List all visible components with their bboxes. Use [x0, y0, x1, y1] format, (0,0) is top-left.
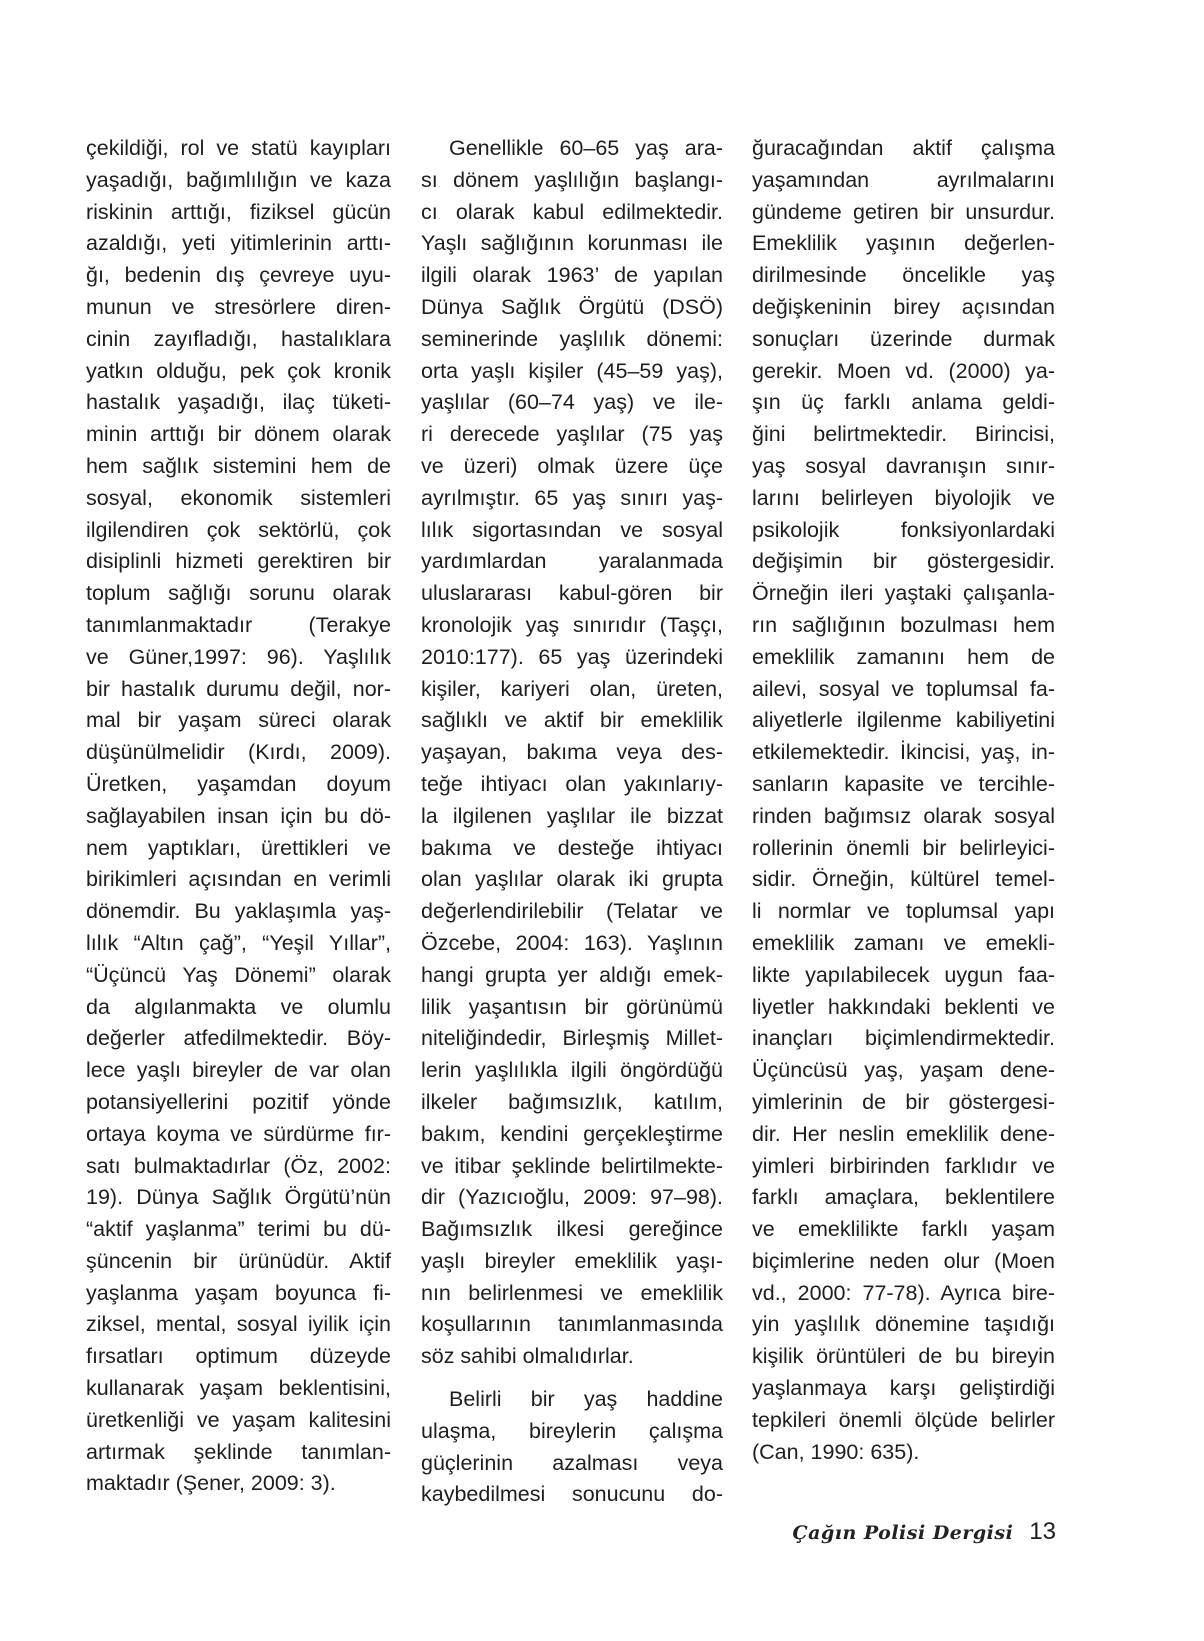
- text-line: kişilik örüntüleri de bu bireyin: [752, 1344, 1055, 1369]
- text-line: “aktif yaşlanma” terimi bu dü-: [86, 1217, 391, 1242]
- text-line: minin arttığı bir dönem olarak: [86, 422, 391, 447]
- text-line: nın belirlenmesi ve emeklilik: [421, 1280, 723, 1305]
- text-line: kronolojik yaş sınırıdır (Taşçı,: [421, 612, 723, 637]
- text-line: ri derecede yaşlılar (75 yaş: [421, 422, 723, 447]
- text-line: yaşlanmaya karşı geliştirdiği: [752, 1376, 1055, 1401]
- text-line: disiplinli hizmeti gerektiren bir: [86, 549, 391, 574]
- text-line: munun ve stresörlere diren-: [86, 294, 391, 319]
- text-line: ve Güner,1997: 96). Yaşlılık: [86, 644, 391, 669]
- text-line: sosyal, ekonomik sistemleri: [86, 485, 391, 510]
- paragraph: [421, 133, 723, 1373]
- text-line: değişkeninin birey açısından: [752, 294, 1055, 319]
- text-line: biçimlerine neden olur (Moen: [752, 1248, 1055, 1273]
- text-line: Dünya Sağlık Örgütü (DSÖ): [421, 294, 723, 319]
- text-line: lılık “Altın çağ”, “Yeşil Yıllar”,: [86, 930, 391, 955]
- text-line: azaldığı, yeti yitimlerinin arttı-: [86, 231, 391, 256]
- text-line: yimleri birbirinden farklıdır ve: [752, 1153, 1055, 1178]
- text-line: 2010:177). 65 yaş üzerindeki: [421, 644, 723, 669]
- text-line: lilik yaşantısın bir görünümü: [421, 994, 723, 1019]
- text-line: sanların kapasite ve tercihle-: [752, 771, 1055, 796]
- text-line: Emeklilik yaşının değerlen-: [752, 231, 1055, 256]
- text-line: orta yaşlı kişiler (45–59 yaş),: [421, 358, 723, 383]
- text-line: tanımlanmaktadır (Terakye: [86, 612, 391, 637]
- page-number: 13: [1029, 1518, 1056, 1545]
- text-line: yardımlardan yaralanmada: [421, 549, 723, 574]
- text-line: sağlıklı ve aktif bir emeklilik: [421, 708, 723, 733]
- text-line: satı bulmaktadırlar (Öz, 2002:: [86, 1153, 391, 1178]
- text-line: etkilemektedir. İkincisi, yaş, in-: [752, 740, 1055, 765]
- text-line: değerlendirilebilir (Telatar ve: [421, 899, 723, 924]
- text-line: da algılanmakta ve olumlu: [86, 994, 391, 1019]
- text-line: potansiyellerini pozitif yönde: [86, 1089, 391, 1114]
- text-line: söz sahibi olmalıdırlar.: [421, 1344, 634, 1369]
- text-line: değerler atfedilmektedir. Böy-: [86, 1026, 391, 1051]
- text-line: fırsatları optimum düzeyde: [86, 1344, 391, 1369]
- text-line: emeklilik zamanı ve emekli-: [752, 930, 1055, 955]
- text-line: rın sağlığının bozulması hem: [752, 612, 1055, 637]
- text-line: ortaya koyma ve sürdürme fır-: [86, 1121, 391, 1146]
- text-line: li normlar ve toplumsal yapı: [752, 899, 1055, 924]
- text-line: “Üçüncü Yaş Dönemi” olarak: [86, 962, 391, 987]
- text-line: uluslararası kabul-gören bir: [421, 581, 723, 606]
- text-column-3: [752, 133, 1055, 1468]
- text-line: kişiler, kariyeri olan, üreten,: [421, 676, 723, 701]
- text-line: dir (Yazıcıoğlu, 2009: 97–98).: [421, 1185, 723, 1210]
- text-line: likte yapılabilecek uygun faa-: [752, 962, 1055, 987]
- text-line: Örneğin ileri yaştaki çalışanla-: [752, 581, 1055, 606]
- text-line: yaşlanma yaşam boyunca fi-: [86, 1280, 391, 1305]
- text-line: yimlerinin de bir göstergesi-: [752, 1089, 1055, 1114]
- text-line: düşünülmelidir (Kırdı, 2009).: [86, 740, 391, 765]
- text-line: dirilmesinde öncelikle yaş: [752, 263, 1055, 288]
- text-column-1: [86, 133, 391, 1500]
- text-line: bakım, kendini gerçekleştirme: [421, 1121, 723, 1146]
- text-line: Bağımsızlık ilkesi gereğince: [421, 1217, 723, 1242]
- text-line: Üçüncüsü yaş, yaşam dene-: [752, 1058, 1055, 1083]
- text-line: ğuracağından aktif çalışma: [752, 136, 1055, 160]
- text-line: Üretken, yaşamdan doyum: [86, 771, 391, 796]
- text-line: gündeme getiren bir unsurdur.: [752, 199, 1055, 224]
- text-line: üretkenliği ve yaşam kalitesini: [86, 1407, 391, 1432]
- text-line: koşullarının tanımlanmasında: [421, 1312, 723, 1337]
- journal-name: Çağın Polisi Dergisi: [792, 1522, 1014, 1544]
- text-line: teğe ihtiyacı olan yakınlarıy-: [421, 771, 723, 796]
- text-line: larını belirleyen biyolojik ve: [752, 485, 1055, 510]
- text-line: ilgilendiren çok sektörlü, çok: [86, 517, 391, 542]
- text-line: liyetler hakkındaki beklenti ve: [752, 994, 1055, 1019]
- text-line: seminerinde yaşlılık dönemi:: [421, 326, 723, 351]
- text-line: yaşlı bireyler emeklilik yaşı-: [421, 1248, 723, 1273]
- text-line: şüncenin bir ürünüdür. Aktif: [86, 1248, 391, 1273]
- paragraph: [421, 1384, 723, 1511]
- text-line: ve emeklilikte farklı yaşam: [752, 1217, 1055, 1242]
- text-line: yaşlılar (60–74 yaş) ve ile-: [421, 390, 723, 415]
- text-line: kaybedilmesi sonucunu do-: [421, 1482, 723, 1507]
- text-line: lılık sigortasından ve sosyal: [421, 517, 723, 542]
- text-line: bir hastalık durumu değil, nor-: [86, 676, 391, 701]
- text-line: ilgili olarak 1963’ de yapılan: [421, 263, 723, 288]
- text-line: farklı amaçlara, beklentilere: [752, 1185, 1055, 1210]
- text-line: ziksel, mental, sosyal iyilik için: [86, 1312, 391, 1337]
- text-line: lerin yaşlılıkla ilgili öngördüğü: [421, 1058, 723, 1083]
- text-line: ve üzeri) olmak üzere üçe: [421, 453, 723, 478]
- text-line: maktadır (Şener, 2009: 3).: [86, 1471, 336, 1496]
- text-line: yaşamından ayrılmalarını: [752, 167, 1055, 192]
- text-line: kullanarak yaşam beklentisini,: [86, 1376, 391, 1401]
- text-line: ğı, bedenin dış çevreye uyu-: [86, 263, 391, 288]
- text-line: yaşadığı, bağımlılığın ve kaza: [86, 167, 391, 192]
- text-line: lece yaşlı bireyler de var olan: [86, 1058, 391, 1083]
- text-line: yatkın olduğu, pek çok kronik: [86, 358, 391, 383]
- text-line: Genellikle 60–65 yaş ara-: [449, 136, 723, 160]
- text-line: 19). Dünya Sağlık Örgütü’nün: [86, 1185, 391, 1210]
- text-line: yaşayan, bakıma veya des-: [421, 740, 723, 765]
- text-line: ğini belirtmektedir. Birincisi,: [752, 422, 1055, 447]
- text-line: sağlayabilen insan için bu dö-: [86, 803, 391, 828]
- text-line: riskinin arttığı, fiziksel gücün: [86, 199, 391, 224]
- text-line: vd., 2000: 77-78). Ayrıca bire-: [752, 1280, 1055, 1305]
- text-line: yaş sosyal davranışın sınır-: [752, 453, 1055, 478]
- text-line: rollerinin önemli bir belirleyici-: [752, 835, 1055, 860]
- text-line: emeklilik zamanını hem de: [752, 644, 1055, 669]
- text-line: güçlerinin azalması veya: [421, 1450, 723, 1475]
- text-line: sonuçları üzerinde durmak: [752, 326, 1055, 351]
- text-line: (Can, 1990: 635).: [752, 1439, 920, 1464]
- text-line: nem yaptıkları, ürettikleri ve: [86, 835, 391, 860]
- text-line: Belirli bir yaş haddine: [449, 1387, 723, 1412]
- text-line: ilkeler bağımsızlık, katılım,: [421, 1089, 723, 1114]
- text-line: mal bir yaşam süreci olarak: [86, 708, 391, 733]
- text-line: dir. Her neslin emeklilik dene-: [752, 1121, 1055, 1146]
- text-line: hastalık yaşadığı, ilaç tüketi-: [86, 390, 391, 415]
- text-line: dönemdir. Bu yaklaşımla yaş-: [86, 899, 391, 924]
- text-line: olan yaşlılar olarak iki grupta: [421, 867, 723, 892]
- text-line: gerekir. Moen vd. (2000) ya-: [752, 358, 1055, 383]
- text-line: toplum sağlığı sorunu olarak: [86, 581, 391, 606]
- text-line: Yaşlı sağlığının korunması ile: [421, 231, 723, 256]
- text-line: değişimin bir göstergesidir.: [752, 549, 1055, 574]
- text-line: la ilgilenen yaşlılar ile bizzat: [421, 803, 723, 828]
- text-line: ulaşma, bireylerin çalışma: [421, 1418, 723, 1443]
- text-line: hangi grupta yer aldığı emek-: [421, 962, 723, 987]
- text-line: yin yaşlılık dönemine taşıdığı: [752, 1312, 1055, 1337]
- text-line: niteliğindedir, Birleşmiş Millet-: [421, 1026, 723, 1051]
- text-line: cı olarak kabul edilmektedir.: [421, 199, 723, 224]
- text-line: ayrılmıştır. 65 yaş sınırı yaş-: [421, 485, 723, 510]
- text-line: cinin zayıfladığı, hastalıklara: [86, 326, 391, 351]
- text-line: psikolojik fonksiyonlardaki: [752, 517, 1055, 542]
- paragraph: [86, 133, 391, 1500]
- text-line: rinden bağımsız olarak sosyal: [752, 803, 1055, 828]
- text-line: bakıma ve desteğe ihtiyacı: [421, 835, 723, 860]
- page-footer: [793, 1518, 1056, 1546]
- text-line: birikimleri açısından en verimli: [86, 867, 391, 892]
- paragraph: [752, 133, 1055, 1468]
- text-line: hem sağlık sistemini hem de: [86, 453, 391, 478]
- text-line: tepkileri önemli ölçüde belirler: [752, 1407, 1055, 1432]
- text-line: çekildiği, rol ve statü kayıpları: [86, 136, 391, 160]
- text-line: ve itibar şeklinde belirtilmekte-: [421, 1153, 723, 1178]
- text-line: artırmak şeklinde tanımlan-: [86, 1439, 391, 1464]
- text-line: sidir. Örneğin, kültürel temel-: [752, 867, 1055, 892]
- text-line: şın üç farklı anlama geldi-: [752, 390, 1055, 415]
- text-line: sı dönem yaşlılığın başlangı-: [421, 167, 723, 192]
- text-line: Özcebe, 2004: 163). Yaşlının: [421, 930, 723, 955]
- text-line: inançları biçimlendirmektedir.: [752, 1026, 1055, 1051]
- text-line: aliyetlerle ilgilenme kabiliyetini: [752, 708, 1055, 733]
- paragraph-gap: [421, 1373, 723, 1384]
- text-line: ailevi, sosyal ve toplumsal fa-: [752, 676, 1055, 701]
- text-column-2: [421, 133, 723, 1511]
